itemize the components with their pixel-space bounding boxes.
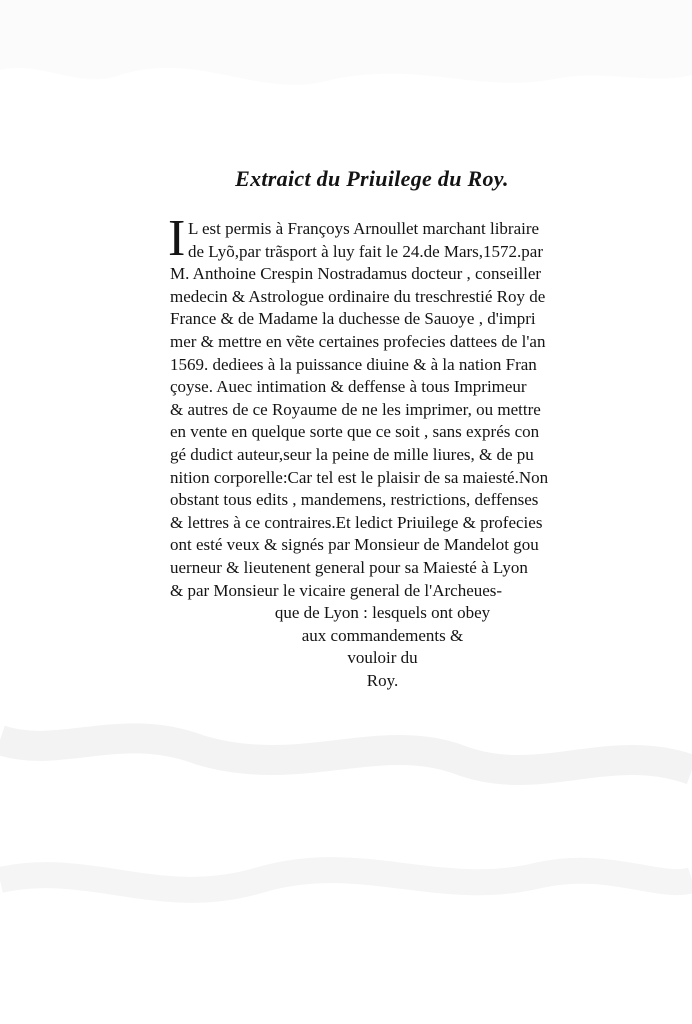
- closing-line: Roy.: [366, 670, 399, 690]
- text-line: çoyse. Auec intimation & deffense à tous Imprimeur: [170, 377, 527, 397]
- text-line: medecin & Astrologue ordinaire du treschrestié Roy de: [170, 286, 546, 306]
- text-line: de Lyõ,par trãsport à luy fait le 24.de Mars,1572.par: [188, 241, 544, 261]
- text-line: 1569. dediees à la puissance diuine & à la nation Fran: [170, 354, 537, 374]
- closing-line: vouloir du: [347, 648, 418, 668]
- privilege-text: [170, 218, 595, 692]
- text-line: France & de Madame la duchesse de Sauoye , d'impri: [170, 309, 536, 329]
- text-line: gé dudict auteur,seur la peine de mille liures, & de pu: [170, 444, 534, 464]
- text-line: & lettres à ce contraires.Et ledict Priuilege & profecies: [170, 512, 543, 532]
- text-line: obstant tous edits , mandemens, restrictions, deffenses: [170, 490, 539, 510]
- text-line: en vente en quelque sorte que ce soit , sans exprés con: [170, 422, 540, 442]
- text-line: L est permis à Françoys Arnoullet marchant libraire: [188, 219, 540, 238]
- page-title: Extraict du Priuilege du Roy.: [235, 166, 509, 191]
- text-line: & autres de ce Royaume de ne les imprimer, ou mettre: [170, 399, 541, 419]
- text-line: mer & mettre en vẽte certaines profecies dattees de l'an: [170, 331, 546, 351]
- closing-line: aux commandements &: [301, 625, 464, 645]
- text-line: nition corporelle:Car tel est le plaisir de sa maiesté.Non: [170, 467, 549, 487]
- text-line: uerneur & lieutenent general pour sa Maiesté à Lyon: [170, 557, 528, 577]
- text-line: & par Monsieur le vicaire general de l'Archeues-: [170, 580, 503, 600]
- text-line: M. Anthoine Crespin Nostradamus docteur , conseiller: [170, 264, 542, 284]
- drop-capital: I: [168, 210, 186, 267]
- text-line: ont esté veux & signés par Monsieur de Mandelot gou: [170, 535, 539, 555]
- closing-line: que de Lyon : lesquels ont obey: [274, 603, 491, 623]
